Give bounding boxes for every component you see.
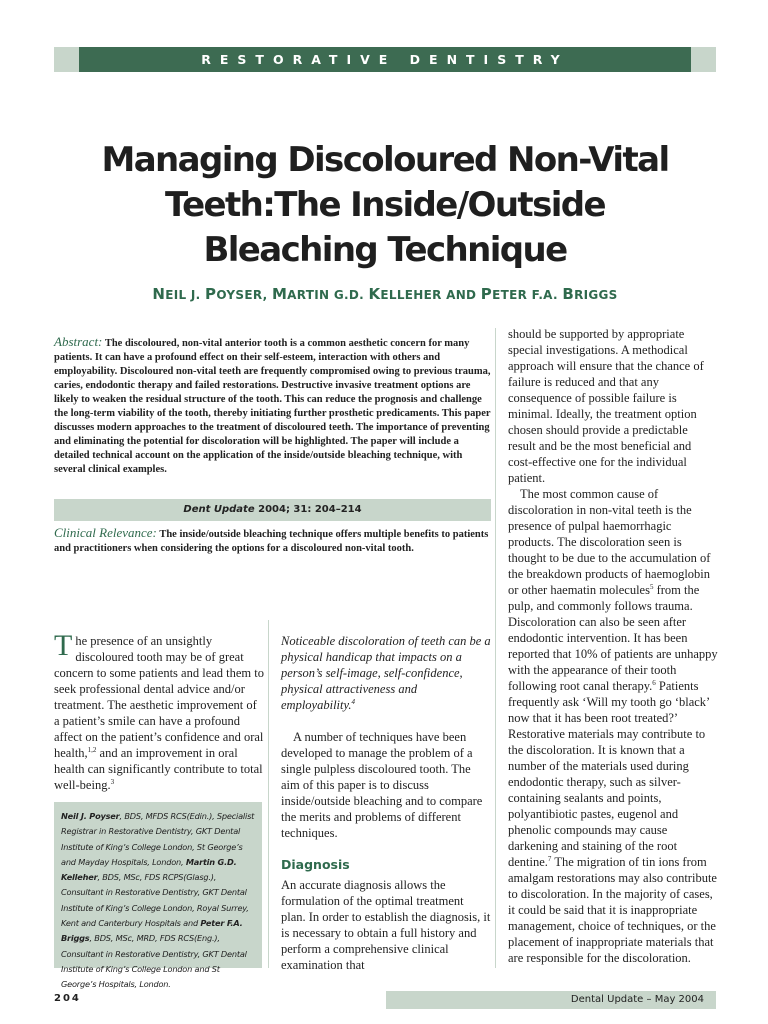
citation: 5 (649, 582, 654, 591)
affiliation-text-2: , BDS, MSc, FDS RCPS(Glasg.), Consultant in Restorative Dentistry, GKT Dental Institute of King’s College London, Royal Surrey, Kent and Canterbury Hospitals and (61, 872, 249, 929)
affiliation-name-2: Martin G.D. Kelleher (61, 856, 237, 883)
column-3 (508, 326, 718, 966)
citation: 4 (351, 697, 355, 706)
author-1-last: OYSER, (216, 288, 272, 302)
title-line-3: Bleaching Technique (203, 230, 567, 270)
intro-text-b: and an improvement in oral health can significantly contribute to total well-being. (54, 746, 263, 792)
author-line (60, 285, 710, 303)
column-divider-right (495, 328, 496, 968)
citation: 6 (652, 678, 656, 687)
abstract-label: Abstract: (54, 334, 103, 349)
journal-ref-name: Dent Update (183, 504, 255, 515)
clinical-relevance-text: The inside/outside bleaching technique offers multiple benefits to patients and practitioners when considering the options for a discoloured non-vital tooth. (54, 529, 489, 554)
affiliation-text-1: , BDS, MFDS RCS(Edin.), Specialist Registrar in Restorative Dentistry, GKT Dental Institute of King’s College London, St George’s and Mayday Hospitals, London, (61, 811, 255, 867)
author-3-last: RIGGS (574, 288, 618, 302)
col3-text-b: from the pulp, and commonly follows trauma. Discoloration can also be seen after endodontic intervention. It has been reported that 10% of patients are unhappy with the appearance of their tooth following root canal therapy. (508, 583, 718, 693)
diagnosis-paragraph: An accurate diagnosis allows the formulation of the optimal treatment plan. In order to establish the diagnosis, it is necessary to obtain a full history and perform a comprehensive clinical examination that (281, 878, 491, 972)
diagnosis-heading: Diagnosis (281, 857, 350, 872)
author-1-last-initial: P (205, 285, 217, 303)
author-2-first: ARTIN G.D. (287, 288, 369, 302)
drop-cap: T (54, 629, 73, 662)
abstract (54, 335, 492, 477)
clinical-relevance-label: Clinical Relevance: (54, 525, 157, 540)
affiliation-name-3: Peter F.A. Briggs (61, 918, 243, 944)
pull-quote-text: Noticeable discoloration of teeth can be a physical handicap that impacts on a person’s self-image, self-confidence, physical attractiveness and employability. (281, 634, 491, 712)
author-3-initial: P (480, 285, 493, 303)
intro-paragraph (54, 629, 265, 793)
footer-band (386, 991, 716, 1009)
pull-quote (281, 633, 491, 713)
author-1-first: EIL J. (165, 288, 206, 302)
affiliation-text-3: , BDS, MSc, MRD, FDS RCS(Eng.), Consultant in Restorative Dentistry, GKT Dental Institute of King’s College London and St George’s Hospitals, London. (61, 933, 247, 990)
author-2-last-initial: K (368, 285, 381, 303)
section-header-band (54, 47, 716, 72)
abstract-text: The discoloured, non-vital anterior tooth is a common aesthetic concern for many patients. It can have a profound effect on their self-esteem, interaction with others and employability. Discoloured non-vital teeth are frequently compromised owing to previous trauma, caries, endodontic therapy and failed restorations. Destructive invasive treatment options are likely to weaken the residual structure of the tooth. This can reduce the prognosis and challenge the long-term viability of the tooth, thereby initiating further prosthetic predicaments. This paper discusses modern approaches to the treatment of discoloured teeth. The importance of preventing and eliminating the potential for discoloration will be highlighted. The paper will include a detailed technical account on the application of the inside/outside bleaching technique, with several clinical examples. (54, 338, 491, 475)
col3-paragraph-1: should be supported by appropriate special investigations. A methodical approach will ensure that the chance of failure is reduced and that any consequence of possible failure is minimal. Ideally, the treatment option chosen should provide a predictable result and be the most beneficial and cost-effective one for the individual patient. (508, 327, 704, 485)
col3-paragraph-2 (508, 486, 718, 966)
title-line-1: Managing Discoloured Non-Vital (101, 140, 669, 180)
affiliation-name-1: Neil J. Poyser (61, 811, 120, 821)
footer-journal: Dental Update – May 2004 (570, 994, 704, 1005)
col3-text-d: The migration of tin ions from amalgam restorations may also contribute to discoloration. In the majority of cases, it could be said that it is inappropriate management, choice of techniques, or the placement of inappropriate materials that are responsible for the discoloration. (508, 855, 717, 965)
author-affiliations-text (61, 809, 257, 993)
author-2-initial: M (271, 285, 288, 303)
col3-text-c: Patients frequently ask ‘Will my tooth go ‘black’ now that it has been root treated?’ Restorative materials may contribute to the discoloration. It is known that a number of the materials used during endodontic therapy, such as silver-containing sealants and points, polyantibiotic pastes, eugenol and phenolic compounds may cause darkening and staining of the root dentine. (508, 679, 710, 869)
author-3-first: ETER F.A. (492, 288, 563, 302)
article-title (60, 138, 710, 273)
clinical-relevance (54, 526, 492, 556)
page-number: 204 (54, 993, 81, 1004)
journal-reference (54, 499, 491, 521)
column-2 (281, 633, 491, 973)
author-affiliations-box (54, 802, 262, 990)
techniques-paragraph: A number of techniques have been developed to manage the problem of a single pulpless discoloured tooth. The aim of this paper is to discuss inside/outside bleaching and to compare the merits and problems of different techniques. (281, 730, 483, 840)
section-title: RESTORATIVE DENTISTRY (201, 52, 569, 67)
author-1-initial: N (152, 285, 166, 303)
title-line-2: Teeth:The Inside/Outside (165, 185, 605, 225)
citation: 7 (547, 854, 552, 863)
intro-text-a: he presence of an unsightly discoloured tooth may be of great concern to some patients and lead them to seek professional dental advice and/or treatment. The aesthetic improvement of a patient’s smile can have a profound affect on the patient’s confidence and oral health, (54, 634, 265, 760)
citation: 3 (110, 777, 115, 786)
journal-ref-details: 2004; 31: 204–214 (254, 504, 362, 515)
author-2-last: ELLEHER AND (380, 288, 481, 302)
author-3-last-initial: B (562, 285, 575, 303)
col3-text-a: The most common cause of discoloration in non-vital teeth is the presence of pulpal haemorrhagic products. The discoloration seen is thought to be due to the accumulation of the breakdown products of haemoglobin or other haematin molecules (508, 487, 711, 597)
column-divider-middle (268, 620, 269, 968)
citation: 1,2 (87, 745, 97, 754)
